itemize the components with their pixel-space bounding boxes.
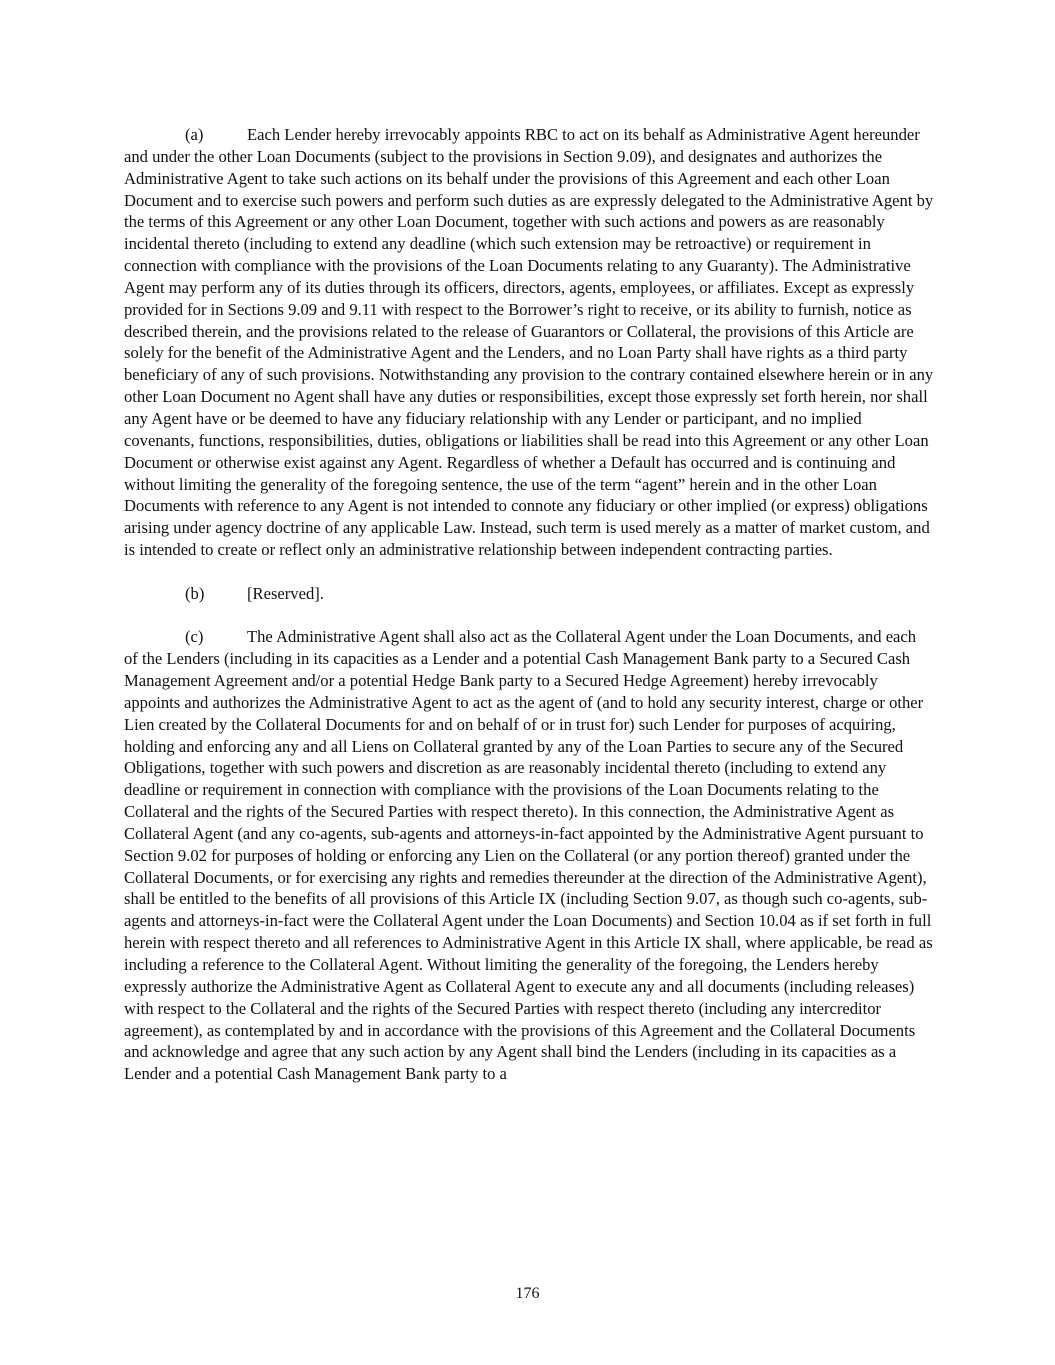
paragraph-label-c: (c) bbox=[185, 627, 204, 647]
document-page bbox=[124, 124, 934, 1107]
paragraph-text-b: [Reserved]. bbox=[247, 583, 324, 603]
page-number: 176 bbox=[515, 1285, 540, 1302]
paragraph-text-c: The Administrative Agent shall also act as the Collateral Agent under the Loan Documents, and each of the Lenders (including in its capacities as a Lender and a potential Cash Management Bank party to a Secured Cash Management Agreement and/or a potential Hedge Bank party to a Secured Hedge Agreement) hereby irrevocably appoints and authorizes the Administrative Agent to act as the agent of (and to hold any security interest, charge or other Lien created by the Collateral Documents for and on behalf of or in trust for) such Lender for purposes of acquiring, holding and enforcing any and all Liens on Collateral granted by any of the Loan Parties to secure any of the Secured Obligations, together with such powers and discretion as are reasonably incidental thereto (including to extend any deadline or requirement in connection with compliance with the provisions of the Loan Documents relating to the Collateral and the rights of the Secured Parties with respect thereto). In this connection, the Administrative Agent as Collateral Agent (and any co-agents, sub-agents and attorneys-in-fact appointed by the Administrative Agent pursuant to Section 9.02 for purposes of holding or enforcing any Lien on the Collateral (or any portion thereof) granted under the Collateral Documents, or for exercising any rights and remedies thereunder at the direction of the Administrative Agent), shall be entitled to the benefits of all provisions of this Article IX (including Section 9.07, as though such co-agents, sub-agents and attorneys-in-fact were the Collateral Agent under the Loan Documents) and Section 10.04 as if set forth in full herein with respect thereto and all references to Administrative Agent in this Article IX shall, where applicable, be read as including a reference to the Collateral Agent. Without limiting the generality of the foregoing, the Lenders hereby expressly authorize the Administrative Agent as Collateral Agent to execute any and all documents (including releases) with respect to the Collateral and the rights of the Secured Parties with respect thereto (including any intercreditor agreement), as contemplated by and in accordance with the provisions of this Agreement and the Collateral Documents and acknowledge and agree that any such action by any Agent shall bind the Lenders (including in its capacities as a Lender and a potential Cash Management Bank party to a bbox=[124, 627, 933, 1084]
paragraph-a bbox=[124, 124, 934, 561]
paragraph-label-a: (a) bbox=[185, 125, 204, 144]
paragraph-c bbox=[124, 626, 934, 1085]
paragraph-text-a: Each Lender hereby irrevocably appoints RBC to act on its behalf as Administrative Agent hereunder and under the other Loan Documents (subject to the provisions in Section 9.09), and designates and authorizes the Administrative Agent to take such actions on its behalf under the provisions of this Agreement and each other Loan Document and to exercise such powers and perform such duties as are expressly delegated to the Administrative Agent by the terms of this Agreement or any other Loan Document, together with such actions and powers as are reasonably incidental thereto (including to extend any deadline (which such extension may be retroactive) or requirement in connection with compliance with the provisions of the Loan Documents relating to any Guaranty). The Administrative Agent may perform any of its duties through its officers, directors, agents, employees, or affiliates. Except as expressly provided for in Sections 9.09 and 9.11 with respect to the Borrower’s right to receive, or its ability to furnish, notice as described therein, and the provisions related to the release of Guarantors or Collateral, the provisions of this Article are solely for the benefit of the Administrative Agent and the Lenders, and no Loan Party shall have rights as a third party beneficiary of any of such provisions. Notwithstanding any provision to the contrary contained elsewhere herein or in any other Loan Document no Agent shall have any duties or responsibilities, except those expressly set forth herein, nor shall any Agent have or be deemed to have any fiduciary relationship with any Lender or participant, and no implied covenants, functions, responsibilities, duties, obligations or liabilities shall be read into this Agreement or any other Loan Document or otherwise exist against any Agent. Regardless of whether a Default has occurred and is continuing and without limiting the generality of the foregoing sentence, the use of the term “agent” herein and in the other Loan Documents with reference to any Agent is not intended to connote any fiduciary or other implied (or express) obligations arising under agency doctrine of any applicable Law. Instead, such term is used merely as a matter of market custom, and is intended to create or reflect only an administrative relationship between independent contracting parties. bbox=[124, 125, 934, 560]
paragraph-b bbox=[124, 583, 934, 605]
paragraph-label-b: (b) bbox=[185, 583, 205, 603]
